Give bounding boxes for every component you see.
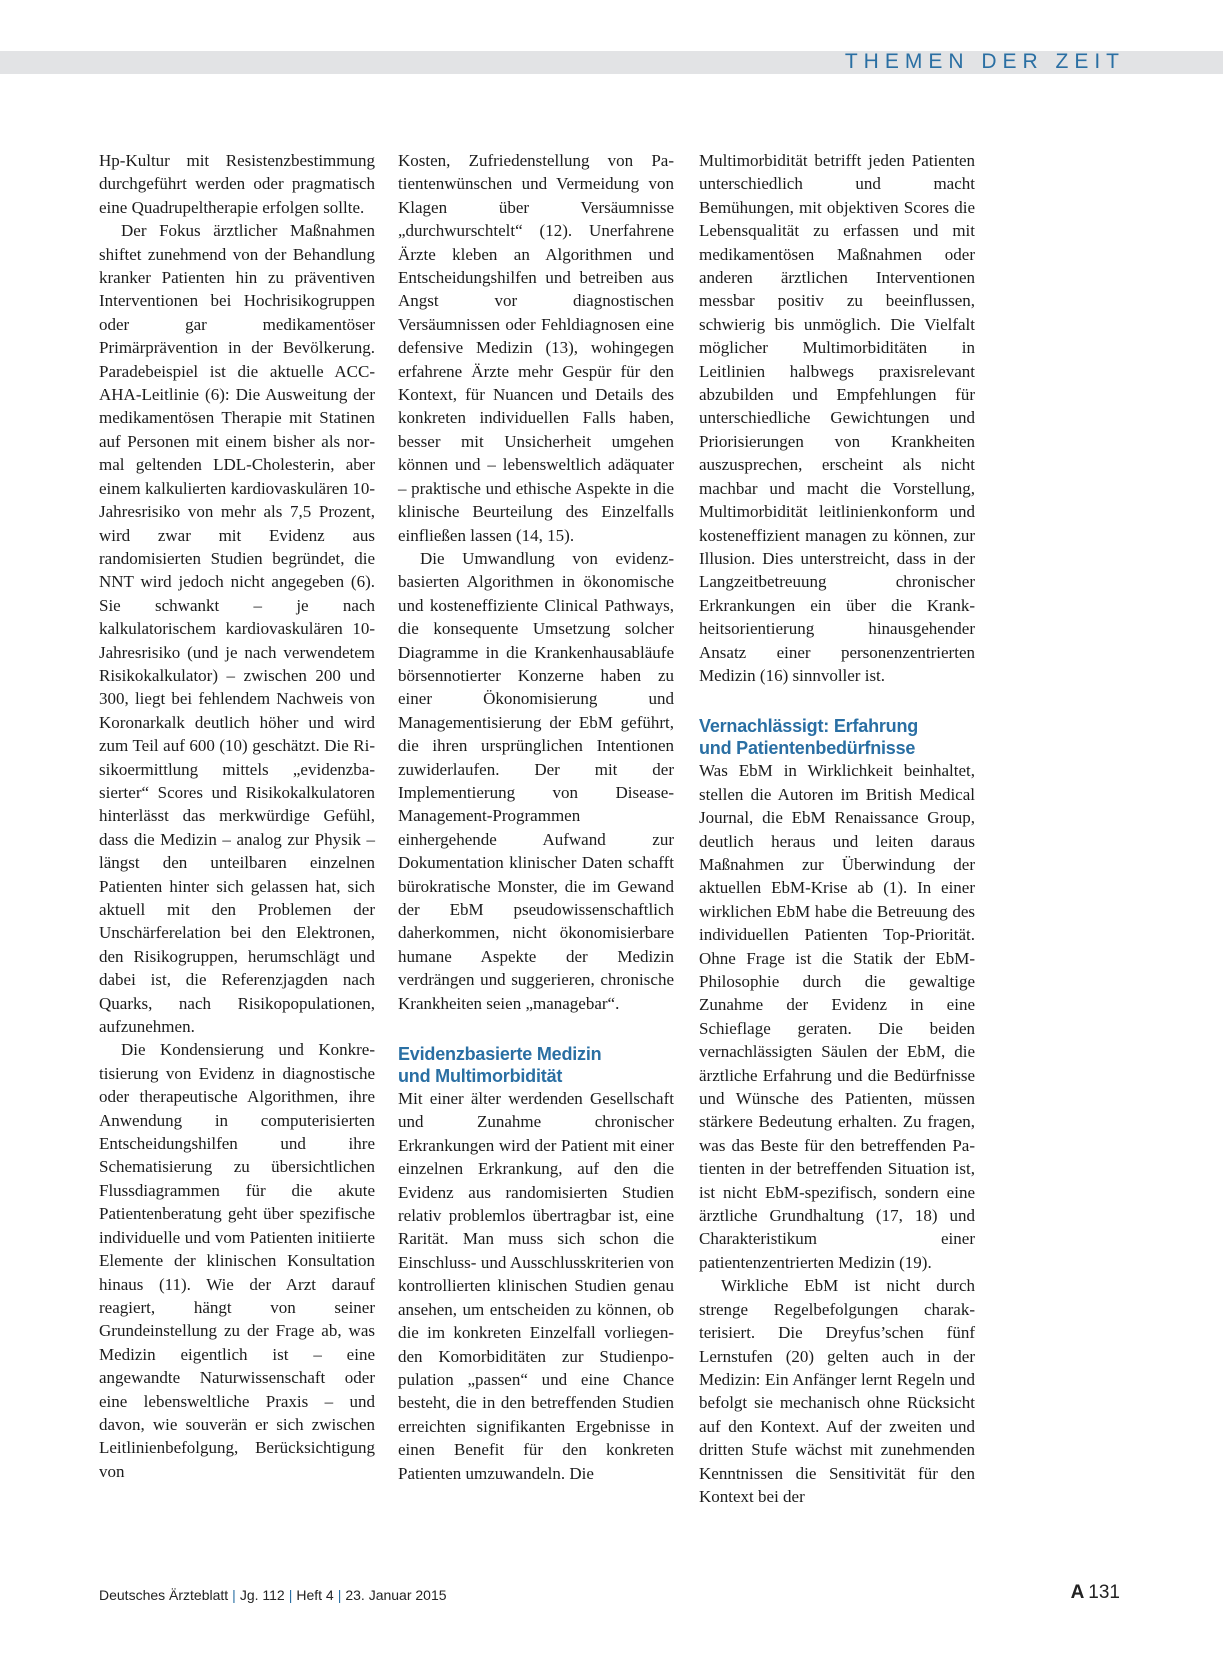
subheading	[398, 1043, 674, 1087]
paragraph: Kosten, Zufriedenstellung von Patientenwünschen und Vermeidung von Klagen über Versäumnisse „durchwurschtelt“ (12). Unerfahrene Ärzte kleben an Algorithmen und Entscheidungshilfen und betreiben aus Angst vor diagnostischen Versäumnissen oder Fehldiagnosen eine defensive Medizin (13), wohingegen erfahrene Ärzte mehr Gespür für den Kontext, für Nuancen und Details des konkreten individuellen Falls haben, besser mit Unsicherheit umgehen können und – lebensweltlich adäquater – praktische und ethische Aspekte in die klinische Beurteilung des Einzelfalls einfließen lassen (14, 15).	[398, 151, 674, 545]
paragraph: Wirkliche EbM ist nicht durch strenge Regelbefolgungen charakterisiert. Die Dreyfus’schen fünf Lernstufen (20) gelten auch in der Medizin: Ein Anfänger lernt Regeln und befolgt sie mechanisch ohne Rücksicht auf den Kontext. Auf der zweiten und dritten Stufe wächst mit zunehmenden Kenntnissen die Sensitivität für den Kontext bei der	[699, 1276, 975, 1506]
separator: |	[288, 1587, 293, 1603]
date: 23. Januar 2015	[345, 1587, 447, 1603]
subheading	[699, 715, 975, 759]
paragraph: Die Kondensierung und Konkretisierung von Evidenz in diagnostische oder therapeutische Algorithmen, ihre Anwendung in computerisierten Entscheidungshilfen und ihre Schematisierung zu übersichtlichen Flussdiagrammen für die akute Patientenberatung geht über spezifische individuelle und vom Patienten initiierte Elemente der klinischen Konsultation hinaus (11). Wie der Arzt darauf reagiert, hängt von seiner Grundeinstellung zu der Frage ab, was Medizin eigentlich ist – eine angewandte Naturwissenschaft oder eine lebensweltliche Praxis – und davon, wie souverän er sich zwischen Leitlinienbefolgung, Berücksichtigung von	[99, 1040, 375, 1481]
text-column-1	[99, 149, 375, 1483]
separator: |	[337, 1587, 342, 1603]
paragraph: Was EbM in Wirklichkeit beinhaltet, stellen die Autoren im British Medical Journal, die EbM Renaissance Group, deutlich heraus und leiten daraus Maßnahmen zur Überwindung der aktuellen EbM-Krise ab (1). In einer wirklichen EbM habe die Betreuung des individuellen Patienten Top-Priorität. Ohne Frage ist die Statik der EbM-Philosophie durch die gewaltige Zunahme der Evidenz in eine Schieflage geraten. Die beiden vernachlässigten Säulen der EbM, die ärztliche Erfahrung und die Bedürfnisse und Wünsche des Patienten, müssen stärkere Bedeutung erhalten. Zu fragen, was das Beste für den betreffenden Patienten in der betreffenden Situation ist, ist nicht EbM-spezifisch, sondern eine ärztliche Grundhaltung (17, 18) und Charakteristikum einer patientenzentrierten Medizin (19).	[699, 761, 975, 1272]
page-number-value: 131	[1088, 1582, 1120, 1603]
paragraph: Die Umwandlung von evidenzbasierten Algorithmen in ökonomische und kosteneffiziente Clinical Pathways, die konsequente Umsetzung solcher Diagramme in die Krankenhausabläufe börsennotierter Konzerne haben zu einer Ökonomisierung und Managementisierung der EbM geführt, die ihren ursprünglichen Intentionen zuwiderlaufen. Der mit der Implementierung von Disease-Management-Programmen einhergehende Aufwand zur Dokumentation klinischer Daten schafft bürokratische Monster, die im Gewand der EbM pseudowissenschaftlich daherkommen, nicht ökonomisierbare humane Aspekte der Medizin verdrängen und suggerieren, chronische Krankheiten seien „managebar“.	[398, 548, 674, 1013]
subheading-line-2: und Multimorbidität	[398, 1066, 563, 1087]
page-prefix: A	[1070, 1582, 1085, 1603]
issue: Heft 4	[296, 1587, 334, 1603]
paragraph: Hp-Kultur mit Resistenzbestimmung durchgeführt werden oder pragmatisch eine Quadrupeltherapie erfolgen sollte.	[99, 151, 375, 217]
page-number	[1071, 1582, 1120, 1604]
section-title: THEMEN DER ZEIT	[844, 50, 1125, 73]
paragraph: Mit einer älter werdenden Gesellschaft und Zunahme chronischer Erkrankungen wird der Patient mit einer einzelnen Erkrankung, auf den die Evidenz aus randomisierten Studien relativ problemlos übertragbar ist, eine Rarität. Man muss sich schon die Einschluss- und Ausschlusskriterien von kontrollierten klinischen Studien genau ansehen, um entscheiden zu können, ob die im konkreten Einzelfall vorliegenden Komorbiditäten zur Studienpopulation „passen“ und eine Chance besteht, die in den betreffenden Studien erreichten signifikanten Ergebnisse in einen Benefit für den konkreten Patienten umzuwandeln. Die	[398, 1089, 674, 1483]
subheading-line-1: Vernachlässigt: Erfahrung	[699, 716, 919, 737]
volume: Jg. 112	[239, 1587, 285, 1603]
paragraph: Der Fokus ärztlicher Maßnahmen shiftet zunehmend von der Behandlung kranker Patienten hin zu präventiven Interventionen bei Hochrisikogruppen oder gar medikamentöser Primärprävention in der Bevölkerung. Paradebeispiel ist die aktuelle ACC-AHA-Leitlinie (6): Die Ausweitung der medikamentösen Therapie mit Statinen auf Personen mit einem bisher als normal geltenden LDL-Cholesterin, aber einem kalkulierten kardiovaskulären 10-Jahresrisiko von mehr als 7,5 Prozent, wird zwar mit Evidenz aus randomisierten Studien begründet, die NNT wird jedoch nicht angegeben (6). Sie schwankt – je nach kalkulatorischem kardiovaskulären 10-Jahresrisiko (und je nach verwendetem Risikokalkulator) – zwischen 200 und 300, liegt bei fehlendem Nachweis von Koronarkalk deutlich höher und wird zum Teil auf 600 (10) geschätzt. Die Risikoermittlung mittels „evidenzbasierter“ Scores und Risikokalkulatoren hinterlässt das merkwürdige Gefühl, dass die Medizin – analog zur Physik – längst den unteilbaren einzelnen Patienten hinter sich gelassen hat, sich aktuell mit den Problemen der Unschärferelation bei den Elektronen, den Risikogruppen, herumschlägt und dabei ist, die Referenzjagden nach Quarks, nach Risikopopulationen, aufzunehmen.	[99, 221, 375, 1037]
text-column-2	[398, 149, 674, 1485]
separator: |	[232, 1587, 236, 1603]
journal-name: Deutsches Ärzteblatt	[99, 1587, 229, 1603]
subheading-line-1: Evidenzbasierte Medizin	[398, 1044, 602, 1065]
subheading-line-2: und Patientenbedürfnisse	[699, 738, 916, 759]
footer-citation	[99, 1587, 447, 1603]
text-column-3	[699, 149, 975, 1508]
paragraph: Multimorbidität betrifft jeden Patienten unterschiedlich und macht Bemühungen, mit objektiven Scores die Lebensqualität zu erfassen und mit medikamentösen Maßnahmen oder anderen ärztlichen Interventionen messbar positiv zu beeinflussen, schwierig bis unmöglich. Die Vielfalt möglicher Multimorbiditäten in Leitlinien halbwegs praxisrelevant abzubilden und Empfehlungen für unterschiedliche Gewichtungen und Priorisierungen von Krankheiten auszusprechen, erscheint als nicht machbar und macht die Vorstellung, Multimorbidität leitlinienkonform und kosteneffizient managen zu können, zur Illusion. Dies unterstreicht, dass in der Langzeitbetreuung chronischer Erkrankungen ein über die Krankheitsorientierung hinausgehender Ansatz einer personenzentrierten Medizin (16) sinnvoller ist.	[699, 151, 975, 685]
